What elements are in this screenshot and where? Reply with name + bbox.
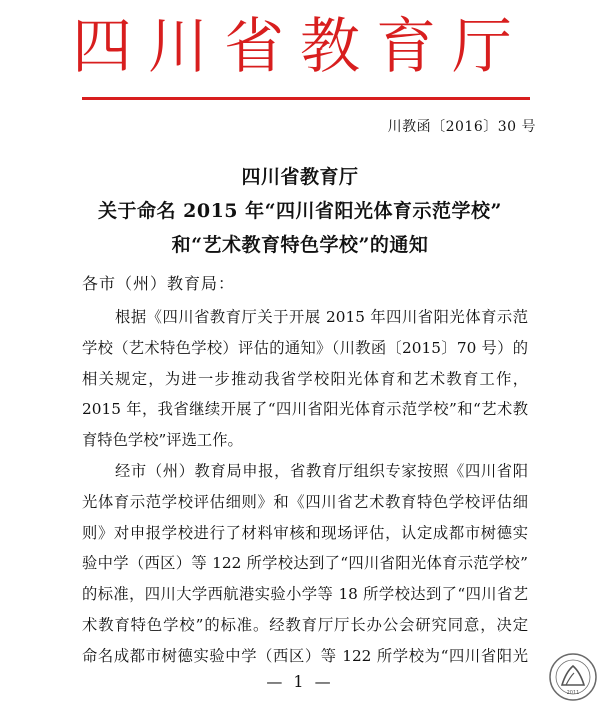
seal-year-text: 2011 bbox=[566, 690, 580, 696]
title-line-subject-cont: 和“艺术教育特色学校”的通知 bbox=[171, 234, 429, 256]
body-line: 学校（艺术特色学校）评估的通知》（川教函〔2015〕70 号）的 bbox=[82, 338, 528, 357]
body-line: 术教育特色学校”的标准。经教育厅厅长办公会研究同意，决定 bbox=[82, 615, 528, 634]
watermark-seal-icon bbox=[548, 652, 598, 702]
title-line-issuer: 四川省教育厅 bbox=[241, 166, 359, 188]
body-line: 光体育示范学校评估细则》和《四川省艺术教育特色学校评估细 bbox=[82, 492, 528, 511]
body-line: 则》对申报学校进行了材料审核和现场评估，认定成都市树德实 bbox=[82, 523, 528, 542]
body-line: 根据《四川省教育厅关于开展 2015 年四川省阳光体育示范 bbox=[115, 308, 528, 326]
letterhead-red-rule bbox=[82, 97, 530, 100]
body-text bbox=[82, 302, 528, 672]
body-line: 育特色学校”评选工作。 bbox=[82, 431, 243, 450]
body-line: 经市（州）教育局申报，省教育厅组织专家按照《四川省阳 bbox=[115, 461, 528, 480]
salutation: 各市（州）教育局： bbox=[82, 274, 236, 293]
body-line: 2015 年，我省继续开展了“四川省阳光体育示范学校”和“艺术教 bbox=[82, 400, 528, 419]
document-number: 川教函〔2016〕30 号 bbox=[387, 119, 536, 135]
body-line: 的标准，四川大学西航港实验小学等 18 所学校达到了“四川省艺 bbox=[82, 585, 528, 604]
page-number: — 1 — bbox=[266, 672, 334, 691]
letterhead-title: 四川省教育厅 bbox=[72, 12, 528, 82]
body-line: 相关规定，为进一步推动我省学校阳光体育和艺术教育工作， bbox=[82, 369, 528, 388]
title-line-subject: 关于命名 2015 年“四川省阳光体育示范学校” bbox=[98, 200, 502, 222]
body-line: 验中学（西区）等 122 所学校达到了“四川省阳光体育示范学校” bbox=[82, 554, 528, 573]
document-title bbox=[0, 160, 600, 262]
body-line: 命名成都市树德实验中学（西区）等 122 所学校为“四川省阳光 bbox=[82, 646, 528, 665]
